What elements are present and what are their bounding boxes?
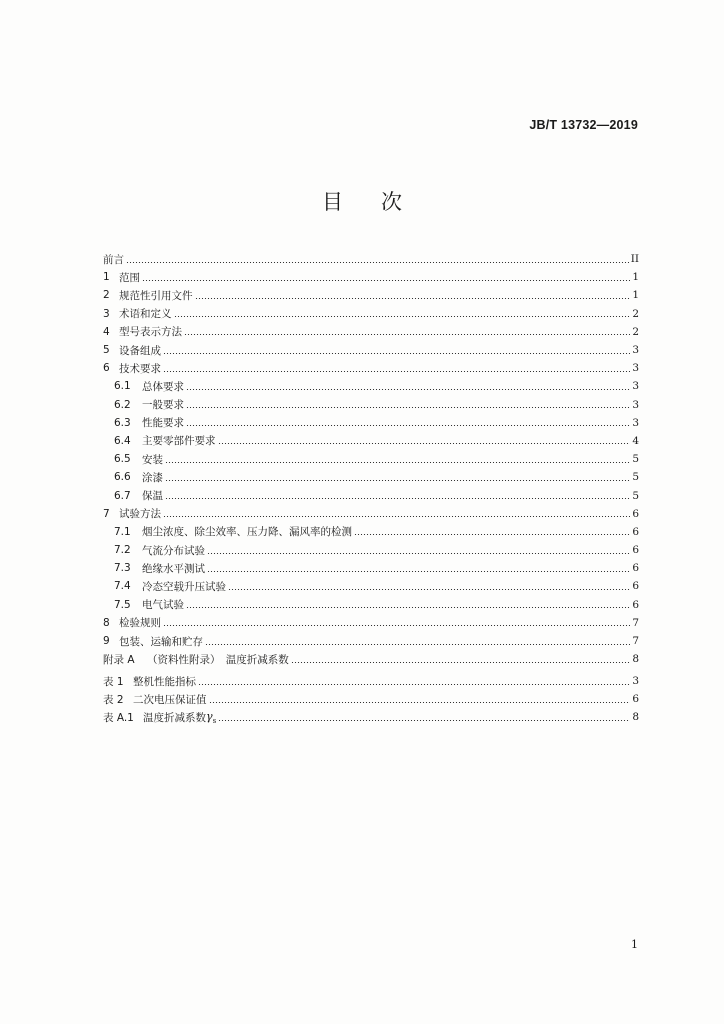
dot-leader: [218, 443, 631, 444]
toc-entry[interactable]: [103, 690, 639, 708]
toc-entry-number: 3: [103, 307, 110, 320]
dot-leader: [228, 589, 630, 590]
toc-entry-title: 试验方法: [119, 508, 161, 521]
toc-entry-number: 7.5: [114, 598, 131, 611]
dot-leader: [207, 571, 630, 572]
toc-entry[interactable]: [103, 450, 639, 468]
toc-tables-list: [103, 672, 639, 727]
toc-entry-symbol: [206, 710, 216, 725]
toc-entry[interactable]: [103, 708, 639, 726]
toc-entry-page: 7: [632, 616, 639, 629]
toc-entry[interactable]: [103, 250, 639, 268]
toc-entry-page: 7: [632, 635, 639, 648]
toc-entry-title: 术语和定义: [119, 308, 172, 321]
toc-entry[interactable]: [103, 559, 639, 577]
page-number: 1: [631, 938, 638, 951]
toc-entry-title: 性能要求: [142, 417, 184, 430]
toc-entry-number: 6.7: [114, 489, 131, 502]
toc-entry[interactable]: [103, 672, 639, 690]
toc-entry-number: 7.2: [114, 544, 131, 557]
dot-leader: [126, 262, 629, 263]
toc-entry-page: 1: [632, 271, 639, 284]
toc-entry-title: 气流分布试验: [142, 544, 205, 557]
toc-entry-page: 4: [632, 434, 639, 447]
toc-entry[interactable]: [103, 541, 639, 559]
toc-entry[interactable]: [103, 323, 639, 341]
toc-entry-number: 7: [103, 507, 110, 520]
toc-entry-title: 安装: [142, 453, 163, 466]
toc-entry-number: 6.6: [114, 471, 131, 484]
toc-entry-page: 6: [632, 693, 639, 706]
toc-entry[interactable]: [103, 305, 639, 323]
toc-entry[interactable]: [103, 414, 639, 432]
toc-entry[interactable]: [103, 286, 639, 304]
dot-leader: [184, 334, 630, 335]
toc-entry-number: 1: [103, 271, 110, 284]
toc-entry-page: 1: [632, 289, 639, 302]
toc-entry[interactable]: [103, 486, 639, 504]
toc-entry-title: 温度折减系数: [143, 711, 206, 724]
dot-leader: [195, 298, 631, 299]
toc-entry-title: 检验规则: [119, 617, 161, 630]
toc-entry-title: 二次电压保证值: [133, 693, 207, 706]
toc-entry[interactable]: [103, 359, 639, 377]
toc-entry-number: 6: [103, 362, 110, 375]
toc-entry-title: 总体要求: [142, 380, 184, 393]
toc-entry-title: 一般要求: [142, 399, 184, 412]
toc-entry[interactable]: [103, 505, 639, 523]
toc-entry[interactable]: [103, 432, 639, 450]
toc-entry-title: 规范性引用文件: [119, 289, 193, 302]
toc-entry[interactable]: [103, 268, 639, 286]
dot-leader: [163, 516, 630, 517]
toc-entry-number: 9: [103, 635, 110, 648]
toc-entry-number: 8: [103, 616, 110, 629]
toc-entry-page: 2: [632, 307, 639, 320]
dot-leader: [207, 553, 630, 554]
toc-entry-title: 整机性能指标: [133, 675, 196, 688]
dot-leader: [218, 720, 630, 721]
toc-entry-title: 烟尘浓度、除尘效率、压力降、漏风率的检测: [142, 526, 352, 539]
toc-entry-page: 8: [632, 711, 639, 724]
toc-entry-page: 6: [632, 525, 639, 538]
toc-entry[interactable]: [103, 614, 639, 632]
dot-leader: [142, 280, 630, 281]
toc-entry-title: 绝缘水平测试: [142, 562, 205, 575]
toc-entry-page: 3: [632, 398, 639, 411]
toc-entry-number: 7.4: [114, 580, 131, 593]
toc-entry-number: 6.3: [114, 416, 131, 429]
toc-entry-page: 2: [632, 325, 639, 338]
toc-entry-title: 技术要求: [119, 362, 161, 375]
dot-leader: [291, 662, 631, 663]
toc-entry-title: 包装、运输和贮存: [119, 635, 203, 648]
toc-entry-page: 5: [632, 471, 639, 484]
toc-entry-page: 8: [632, 653, 639, 666]
dot-leader: [163, 371, 630, 372]
toc-entry-page: 6: [632, 507, 639, 520]
dot-leader: [186, 389, 630, 390]
symbol-subscript: s: [212, 717, 217, 726]
toc-entry[interactable]: [103, 341, 639, 359]
toc-entry[interactable]: [103, 632, 639, 650]
dot-leader: [186, 607, 630, 608]
dot-leader: [186, 425, 630, 426]
dot-leader: [198, 684, 630, 685]
symbol-gamma: γ: [206, 709, 213, 723]
toc-entry-number: 表 A.1: [103, 711, 134, 724]
toc-entry-page: II: [630, 253, 639, 266]
page-title: 目次: [322, 190, 440, 214]
toc-entry-number: 2: [103, 289, 110, 302]
toc-entry-number: 7.3: [114, 562, 131, 575]
toc-entry[interactable]: [103, 396, 639, 414]
dot-leader: [163, 625, 630, 626]
dot-leader: [163, 353, 630, 354]
toc-entry-number: 表 2: [103, 693, 124, 706]
toc-entry-number: 6.4: [114, 434, 131, 447]
toc-entry-page: 3: [632, 380, 639, 393]
dot-leader: [209, 702, 631, 703]
toc-entry-title: 电气试验: [142, 599, 184, 612]
toc-entry-title: （资料性附录） 温度折减系数: [147, 653, 289, 666]
toc-entry-title: 冷态空载升压试验: [142, 580, 226, 593]
toc-entry-page: 6: [632, 562, 639, 575]
toc-entry-number: 4: [103, 325, 110, 338]
toc-entry[interactable]: [103, 577, 639, 595]
toc-entry-page: 6: [632, 544, 639, 557]
dot-leader: [205, 644, 630, 645]
toc-entry-page: 6: [632, 598, 639, 611]
dot-leader: [354, 534, 630, 535]
toc-entry[interactable]: [103, 523, 639, 541]
toc-entry-page: 3: [632, 344, 639, 357]
toc-entry-page: 5: [632, 453, 639, 466]
toc-entry-page: 3: [632, 362, 639, 375]
toc-entry-title: 设备组成: [119, 344, 161, 357]
toc-main-list: [103, 250, 639, 668]
toc-entry-number: 附录 A: [103, 653, 135, 666]
toc-entry-number: 表 1: [103, 675, 124, 688]
toc-entry-title: 保温: [142, 490, 163, 503]
toc-entry-title: 涂漆: [142, 471, 163, 484]
dot-leader: [174, 316, 631, 317]
toc-entry-number: 6.5: [114, 453, 131, 466]
dot-leader: [165, 462, 630, 463]
doc-code: JB/T 13732—2019: [529, 118, 638, 132]
toc-entry[interactable]: [103, 468, 639, 486]
toc-entry[interactable]: [103, 377, 639, 395]
toc-entry[interactable]: [103, 596, 639, 614]
toc-entry-title: 型号表示方法: [119, 326, 182, 339]
dot-leader: [165, 498, 630, 499]
toc-entry-title: 范围: [119, 271, 140, 284]
toc-entry-title: 主要零部件要求: [142, 435, 216, 448]
toc-entry[interactable]: [103, 650, 639, 668]
toc-entry-page: 3: [632, 416, 639, 429]
toc-entry-number: 6.1: [114, 380, 131, 393]
dot-leader: [165, 480, 630, 481]
toc-entry-number: 6.2: [114, 398, 131, 411]
toc-entry-page: 6: [632, 580, 639, 593]
toc-entry-title: 前言: [103, 253, 124, 266]
toc-entry-number: 7.1: [114, 525, 131, 538]
toc-entry-page: 3: [632, 675, 639, 688]
toc-entry-page: 5: [632, 489, 639, 502]
dot-leader: [186, 407, 630, 408]
toc-entry-number: 5: [103, 344, 110, 357]
